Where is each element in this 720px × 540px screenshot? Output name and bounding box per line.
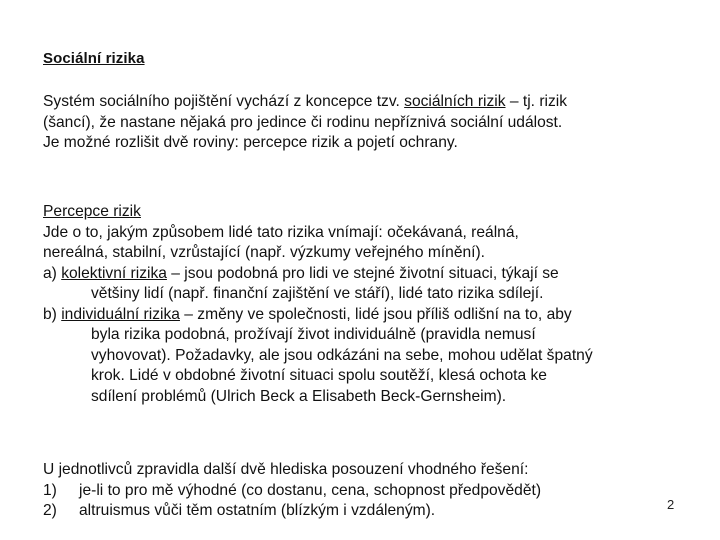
item-b-line-5: sdílení problémů (Ulrich Beck a Elisabeth Beck-Gernsheim). bbox=[91, 387, 507, 405]
item-b-line-2: byla rizika podobná, prožívají život individuálně (pravidla nemusí bbox=[91, 326, 536, 343]
slide-title: Sociální rizika bbox=[43, 50, 145, 67]
criteria-item-2: 2) altruismus vůči těm ostatním (blízkým i vzdáleným). bbox=[43, 502, 436, 519]
intro-line-2: (šancí), že nastane nějaká pro jedince či rodinu nepříznivá sociální událost. bbox=[43, 113, 563, 131]
social-risks-term: sociálních rizik bbox=[404, 93, 506, 110]
criteria-intro: U jednotlivců zpravidla další dvě hlediska posouzení vhodného řešení: bbox=[43, 461, 529, 478]
item-a-line-2: většiny lidí (např. finanční zajištění ve stáří), lidé tato rizika sdílejí. bbox=[91, 285, 544, 302]
item-a-line-1: a) kolektivní rizika – jsou podobná pro lidi ve stejné životní situaci, týkají se bbox=[43, 264, 559, 282]
item-b-line-1: b) individuální rizika – změny ve společnosti, lidé jsou příliš odlišní na to, aby bbox=[43, 305, 572, 323]
criteria-item-1: 1) je-li to pro mě výhodné (co dostanu, cena, schopnost předpovědět) bbox=[43, 481, 542, 499]
collective-risks-term: kolektivní rizika bbox=[61, 264, 167, 282]
page-number: 2 bbox=[667, 497, 675, 512]
criteria-section bbox=[43, 460, 683, 522]
perception-line-2: nereálná, stabilní, vzrůstající (např. výzkumy veřejného mínění). bbox=[43, 244, 486, 261]
perception-heading: Percepce rizik bbox=[43, 203, 141, 220]
intro-line-1: Systém sociálního pojištění vychází z koncepce tzv. sociálních rizik – tj. rizik bbox=[43, 93, 568, 110]
perception-section bbox=[43, 202, 683, 407]
item-b-line-4: krok. Lidé v obdobné životní situaci spolu soutěží, klesá ochota ke bbox=[91, 367, 547, 384]
intro-line-3: Je možné rozlišit dvě roviny: percepce rizik a pojetí ochrany. bbox=[43, 134, 458, 151]
perception-line-1: Jde o to, jakým způsobem lidé tato rizika vnímají: očekávaná, reálná, bbox=[43, 223, 519, 241]
item-b-line-3: vyhovovat). Požadavky, ale jsou odkázáni na sebe, mohou udělat špatný bbox=[91, 346, 593, 364]
intro-paragraph bbox=[43, 92, 683, 154]
individual-risks-term: individuální rizika bbox=[61, 305, 180, 323]
